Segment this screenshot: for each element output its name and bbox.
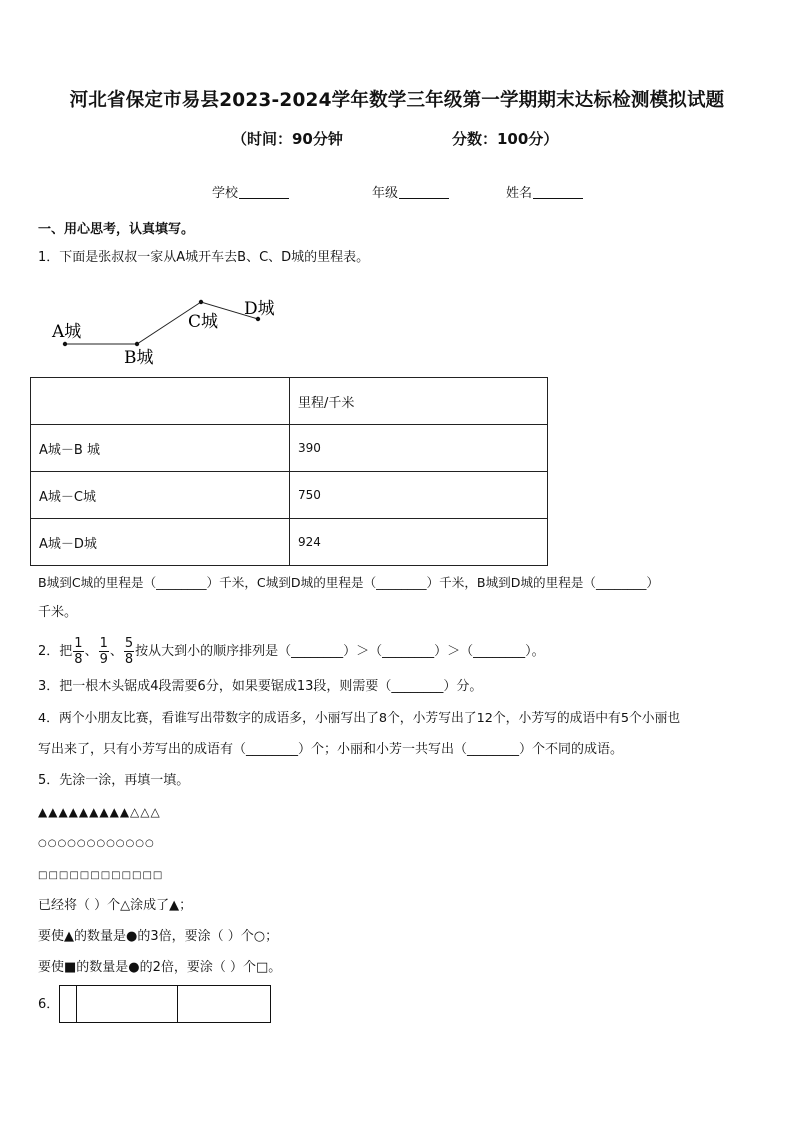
q2-line: 2．把 $\frac{1}{8}$ 、 $\frac{1}{9}$ 、 $\frac{5}{8}$ 按从大到小的顺序排列是（________）＞（________）＞（________）。 — [38, 636, 545, 667]
q3-text[interactable]: 3．把一根木头锯成4段需要6分，如果要锯成13段，则需要（________）分。 — [38, 679, 483, 694]
route-map — [40, 290, 300, 370]
q1-text: 1．下面是张叔叔一家从A城开车去B、C、D城的里程表。 — [38, 250, 370, 265]
table-cell: A城－C城 — [31, 472, 290, 519]
grade-label: 年级 — [372, 186, 399, 201]
label-c: C城 — [188, 312, 219, 332]
school-field[interactable] — [212, 182, 289, 201]
exam-title: 河北省保定市易县2023-2024学年数学三年级第一学期期末达标检测模拟试题 — [69, 90, 725, 111]
section-heading: 一、用心思考，认真填写。 — [38, 222, 195, 237]
table-cell: 750 — [290, 472, 548, 519]
table-header-cell — [31, 378, 290, 425]
point-a — [63, 342, 67, 346]
fraction-1-8: $\frac{1}{8}$ — [74, 636, 83, 667]
q6-box — [60, 986, 77, 1022]
q1-answer-line1[interactable]: B城到C城的里程是（________）千米，C城到D城的里程是（________）千米，B城到D城的里程是（________） — [38, 575, 659, 590]
table-header-row — [31, 378, 548, 425]
q6-number: 6． — [38, 997, 60, 1012]
q4-line1: 4．两个小朋友比赛，看谁写出带数字的成语多，小丽写出了8个，小芳写出了12个，小芳写的成语中有5个小丽也 — [38, 711, 681, 726]
school-label: 学校 — [212, 186, 239, 201]
point-b — [135, 342, 139, 346]
q4-line2[interactable]: 写出来了，只有小芳写出的成语有（________）个；小丽和小芳一共写出（________）个不同的成语。 — [38, 742, 624, 757]
q2-prefix: 2．把 — [38, 644, 73, 659]
table-cell: 924 — [290, 519, 548, 566]
name-field[interactable] — [506, 182, 583, 201]
school-blank[interactable] — [239, 184, 289, 199]
exam-time: （时间：90分钟 — [232, 130, 343, 148]
circle-row: ○○○○○○○○○○○○ — [38, 838, 155, 849]
q5-answer1[interactable]: 已经将（ ）个△涂成了▲； — [38, 898, 193, 913]
label-d: D城 — [244, 299, 275, 319]
label-a: A城 — [52, 322, 82, 342]
table-cell: A城－B 城 — [31, 425, 290, 472]
q6-box-row — [59, 985, 271, 1023]
table-cell: 390 — [290, 425, 548, 472]
name-blank[interactable] — [533, 184, 583, 199]
q6-box — [178, 986, 270, 1022]
fraction-1-9: $\frac{1}{9}$ — [99, 636, 108, 667]
label-b: B城 — [124, 348, 154, 368]
grade-field[interactable] — [372, 182, 449, 201]
grade-blank[interactable] — [399, 184, 449, 199]
square-row: □□□□□□□□□□□□ — [38, 870, 164, 881]
fraction-5-8: $\frac{5}{8}$ — [124, 636, 134, 667]
table-row — [31, 472, 548, 519]
table-row — [31, 519, 548, 566]
q6-box — [77, 986, 178, 1022]
name-label: 姓名 — [506, 186, 533, 201]
q5-text: 5．先涂一涂，再填一填。 — [38, 773, 190, 788]
table-header-cell: 里程/千米 — [290, 378, 548, 425]
q1-answer-line2: 千米。 — [38, 605, 78, 620]
triangle-row: ▲▲▲▲▲▲▲▲▲△△△ — [38, 805, 161, 819]
route-line — [65, 302, 258, 344]
table-cell: A城－D城 — [31, 519, 290, 566]
point-c — [199, 300, 203, 304]
table-row — [31, 425, 548, 472]
exam-score: 分数：100分） — [452, 130, 559, 148]
q2-suffix[interactable]: 按从大到小的顺序排列是（________）＞（________）＞（________）。 — [135, 644, 545, 659]
q5-answer2[interactable]: 要使▲的数量是●的3倍，要涂（ ）个○； — [38, 929, 279, 944]
q5-answer3[interactable]: 要使■的数量是●的2倍，要涂（ ）个□。 — [38, 960, 282, 975]
mileage-table — [30, 377, 548, 566]
